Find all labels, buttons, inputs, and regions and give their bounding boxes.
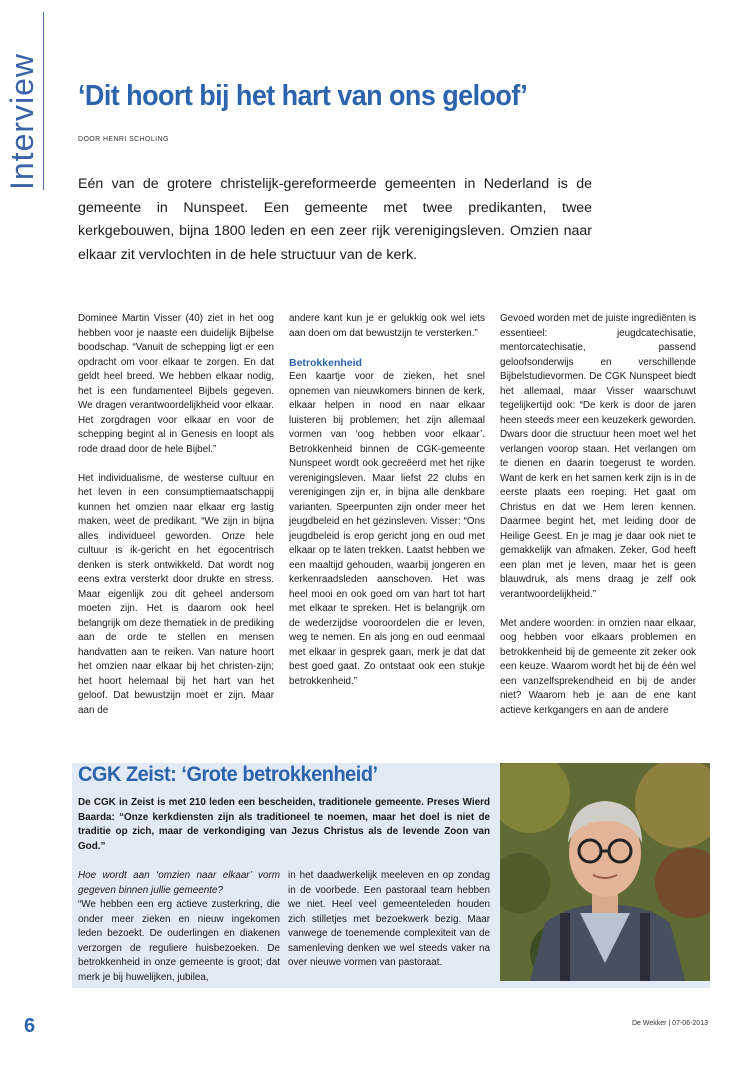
paragraph: Met andere woorden: in omzien naar elkaar, oog hebben voor elkaars problemen en betrokkenheid bij de gemeente zit zeker ook een keuze. Waarom wordt het bij de één wel een vanzelfsprekendheid en bij de ander niet? Waarom heb je aan de ene kant actieve kerkgangers en aan de andere xyxy=(500,617,696,716)
section-label: Interview xyxy=(4,52,40,190)
subheading: Betrokkenheid xyxy=(289,356,362,369)
sidebar-title: CGK Zeist: ‘Grote betrokkenheid’ xyxy=(78,763,378,786)
article-column-2 xyxy=(289,312,485,689)
paragraph: Dominee Martin Visser (40) ziet in het oog hebben voor je naaste een duidelijk Bijbelse boodschap. “Vanuit de schepping ligt er een opdracht om voor elkaar te zorgen. En dat geldt heel breed. We hebben elkaar nodig, het is een fundamenteel Bijbels gegeven. We dragen verantwoordelijkheid voor elkaar. Het zorgdragen voor elkaar en voor de schepping begint al in Genesis en loopt als rode draad door de hele Bijbel.” xyxy=(78,313,274,455)
article-column-1 xyxy=(78,312,274,718)
paragraph: Een kaartje voor de zieken, het snel opnemen van nieuwkomers binnen de kerk, elkaar helpen in nood en naar elkaar luisteren bij problemen; het zijn allemaal vormen van ‘oog hebben voor elkaar’. Betrokkenheid binnen de CGK-gemeente Nunspeet wordt ook gecreëerd met het rijke verenigingsleven. Maar liefst 22 clubs en verenigingen zijn er, in bijna alle denkbare varianten. Speerpunten zijn onder meer het jeugdbeleid en het gezinsleven. Visser: “Ons jeugdbeleid is erop gericht jong en oud met elkaar op te laten trekken. Laatst hebben we een maaltijd gehouden, waarbij jongeren en kerkenraadsleden aanschoven. Het was heel mooi en ook goed om van hart tot hart met elkaar te spreken. Het is belangrijk om de wederzijdse vooroordelen die er leven, weg te nemen. En als jong en oud eenmaal met elkaar in gesprek gaan, merk je dat dat best goed gaat. Zo ontstaat ook een stukje betrokkenheid.” xyxy=(289,371,485,687)
sidebar-column-2 xyxy=(288,869,490,971)
byline: DOOR HENRI SCHOLING xyxy=(78,136,169,143)
interview-question: Hoe wordt aan ‘omzien naar elkaar’ vorm gegeven binnen jullie gemeente? xyxy=(78,870,280,896)
sidebar-column-1 xyxy=(78,869,280,985)
sidebar-lead: De CGK in Zeist is met 210 leden een bescheiden, traditionele gemeente. Preses Wierd Baarda: “Onze kerkdiensten zijn als traditioneel te noemen, maar het doel is niet de traditie op zich, maar de verkondiging van Jezus Christus als de levende Zoon van God.” xyxy=(78,797,490,852)
interview-answer: “We hebben een erg actieve zusterkring, die onder meer zieken en nieuw ingekomen leden bezoekt. De ouderlingen en diakenen verzorgen de reguliere huisbezoeken. De betrokkenheid in onze gemeente is groot; dat merk je bij huwelijken, jubilea, xyxy=(78,899,280,983)
portrait-illustration xyxy=(500,763,710,981)
page-number: 6 xyxy=(24,1015,36,1037)
footer-publication: De Wekker | 07-06-2013 xyxy=(631,1020,708,1027)
intro-paragraph: Eén van de grotere christelijk-gereformeerde gemeenten in Nederland is de gemeente in Nunspeet. Een gemeente met twee predikanten, twee kerkgebouwen, bijna 1800 leden en een zeer rijk verenigingsleven. Omzien naar elkaar zit vervlochten in de hele structuur van de kerk. xyxy=(78,176,592,263)
interview-answer-continued: in het daadwerkelijk meeleven en op zondag in de voorbede. Een pastoraal team hebben we niet. Heel veel gemeenteleden houden zich stilletjes met bezoekwerk bezig. Maar vanwege de toenemende complexiteit van de samenleving denken we wel steeds vaker na over nieuwe vormen van pastoraat. xyxy=(288,870,490,968)
article-column-3 xyxy=(500,312,696,718)
portrait-photo xyxy=(500,763,710,981)
sidebar-box xyxy=(72,763,710,988)
paragraph: andere kant kun je er gelukkig ook wel iets aan doen om dat bewustzijn te versterken.” xyxy=(289,313,485,339)
article-title: ‘Dit hoort bij het hart van ons geloof’ xyxy=(78,80,528,112)
vertical-rule xyxy=(43,12,44,190)
paragraph: Gevoed worden met de juiste ingrediënten is essentieel: jeugdcatechisatie, mentorcatechisatie, passend geloofsonderwijs en verschillende Bijbelstudievormen. De CGK Nunspeet biedt het allemaal, maar Visser waarschuwt tegelijkertijd ook: “De kerk is door de jaren heen steeds meer een keuzekerk geworden. Dwars door die structuur heen moet wel het verlangen voorop staan. Het verlangen om te dienen en daarin toegerust te worden. Want de kerk en het samen kerk zijn is in de eerste plaats een roeping. Het gaat om Christus en dat we Hem leren kennen. Daarmee begint het, met leiding door de Heilige Geest. En je mag je daar ook niet te gemakkelijk van afmaken. Zeker, God heeft een plan met je leven, maar het is geen blauwdruk, als mens draag je zelf ook verantwoordelijkheid.” xyxy=(500,313,696,600)
paragraph: Het individualisme, de westerse cultuur en het leven in een consumptiemaatschappij kunnen het omzien naar elkaar erg lastig maken, weet de predikant. “We zijn in bijna alles individueel geworden. Onze hele cultuur is ik-gericht en het egocentrisch denken is sterk ontwikkeld. Dat wordt nog eens extra versterkt door drukte en stress. Maar eigenlijk zou dit geheel andersom moeten zijn. Het is daarom ook heel belangrijk om deze thematiek in de prediking aan de orde te stellen en mensen handvatten aan te reiken. Van nature hoort het omzien naar elkaar bij het christen-zijn; het hoort helemaal bij het hart van het geloof. Dat bewustzijn moet er zijn. Maar aan de xyxy=(78,472,274,716)
